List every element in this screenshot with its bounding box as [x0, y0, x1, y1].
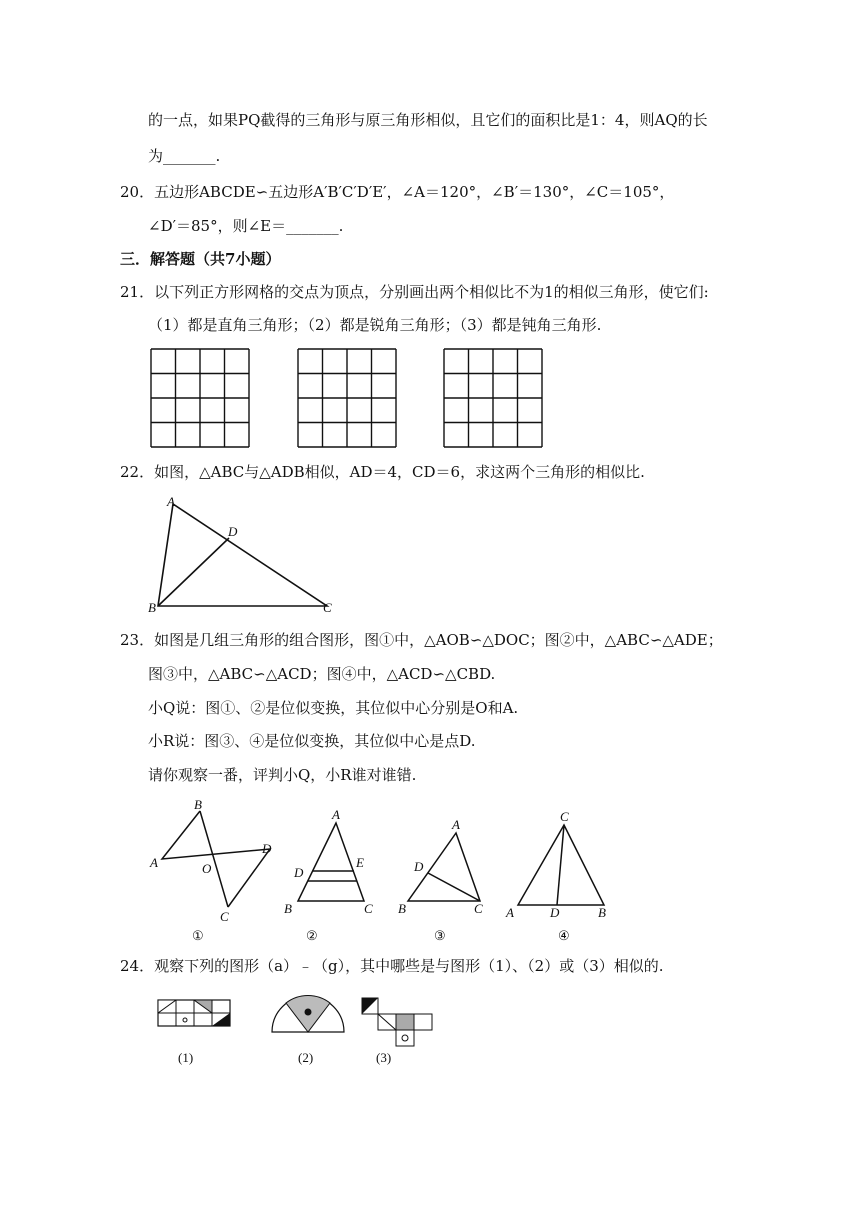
fig2-caption: ②	[306, 928, 318, 943]
question-23-line2: 图③中，△ABC∽△ACD；图④中，△ACD∽△CBD.	[148, 665, 496, 683]
grid-figures	[150, 348, 550, 448]
shape-1-caption: (1)	[178, 1050, 194, 1065]
question-24: 24．观察下列的图形（a）﹣（g），其中哪些是与图形（1）、（2）或（3）相似的.	[120, 957, 664, 975]
fig3-label-b: B	[398, 901, 406, 916]
label-d: D	[228, 524, 238, 539]
fig2-label-c: C	[364, 901, 373, 916]
fig2-label-e: E	[356, 855, 364, 870]
label-b: B	[148, 600, 156, 615]
figure-3	[398, 817, 483, 943]
shape-2-caption: (2)	[298, 1050, 314, 1065]
question-23-line3: 小Q说：图①、②是位似变换，其位似中心分别是O和A.	[148, 699, 519, 717]
section-heading: 三．解答题（共7小题）	[120, 250, 281, 268]
fig3-caption: ③	[434, 928, 446, 943]
square-grid-2	[298, 349, 396, 447]
fig4-caption: ④	[558, 928, 570, 943]
question-20-line2: ∠D′＝85°，则∠E＝_______.	[148, 217, 344, 235]
figures-23	[140, 795, 620, 945]
question-20-line1: 20．五边形ABCDE∽五边形A′B′C′D′E′，∠A＝120°，∠B′＝130°，∠C＝105°，	[120, 183, 675, 201]
fig2-label-d: D	[294, 865, 304, 880]
text-line-continuation: 的一点，如果PQ截得的三角形与原三角形相似，且它们的面积比是1：4，则AQ的长	[148, 111, 708, 129]
question-22: 22．如图，△ABC与△ADB相似，AD＝4，CD＝6，求这两个三角形的相似比.	[120, 463, 645, 481]
fig3-label-c: C	[474, 901, 483, 916]
text-line-answer-blank: 为_______.	[148, 147, 221, 165]
fig1-label-a: A	[150, 855, 158, 870]
segment-bd	[158, 538, 229, 606]
fig1-label-c: C	[220, 909, 229, 924]
fig2-label-b: B	[284, 901, 292, 916]
label-c: C	[323, 600, 332, 615]
square-grid-1	[151, 349, 249, 447]
fig1-caption: ①	[192, 928, 204, 943]
shape-1	[158, 1000, 230, 1065]
fig4-label-d: D	[550, 905, 560, 920]
fig4-label-c: C	[560, 809, 569, 824]
fig2-label-a: A	[332, 807, 340, 822]
label-a: A	[167, 494, 175, 509]
figure-1	[149, 797, 272, 943]
fig1-label-o: O	[202, 861, 212, 876]
fig1-label-d: D	[262, 841, 272, 856]
question-23-line1: 23．如图是几组三角形的组合图形，图①中，△AOB∽△DOC；图②中，△ABC∽△ADE；	[120, 631, 723, 649]
figure-4	[505, 809, 606, 943]
question-23-line5: 请你观察一番，评判小Q，小R谁对谁错.	[148, 766, 417, 784]
figures-24	[150, 990, 440, 1070]
fig3-label-d: D	[414, 859, 424, 874]
question-23-line4: 小R说：图③、④是位似变换，其位似中心是点D.	[148, 732, 476, 750]
triangle-abc	[158, 504, 327, 606]
question-21-line1: 21．以下列正方形网格的交点为顶点，分别画出两个相似比不为1的相似三角形，使它们:	[120, 283, 709, 301]
square-grid-3	[444, 349, 542, 447]
fig1-label-b: B	[194, 797, 202, 812]
question-21-line2: （1）都是直角三角形；（2）都是锐角三角形；（3）都是钝角三角形.	[148, 316, 602, 334]
triangle-figure-22	[145, 492, 345, 617]
shape-2	[272, 995, 344, 1065]
fig4-label-a: A	[506, 905, 514, 920]
figure-2	[284, 807, 373, 943]
shape-3	[362, 998, 432, 1065]
shape-3-caption: (3)	[376, 1050, 392, 1065]
fig4-label-b: B	[598, 905, 606, 920]
fig3-label-a: A	[452, 817, 460, 832]
